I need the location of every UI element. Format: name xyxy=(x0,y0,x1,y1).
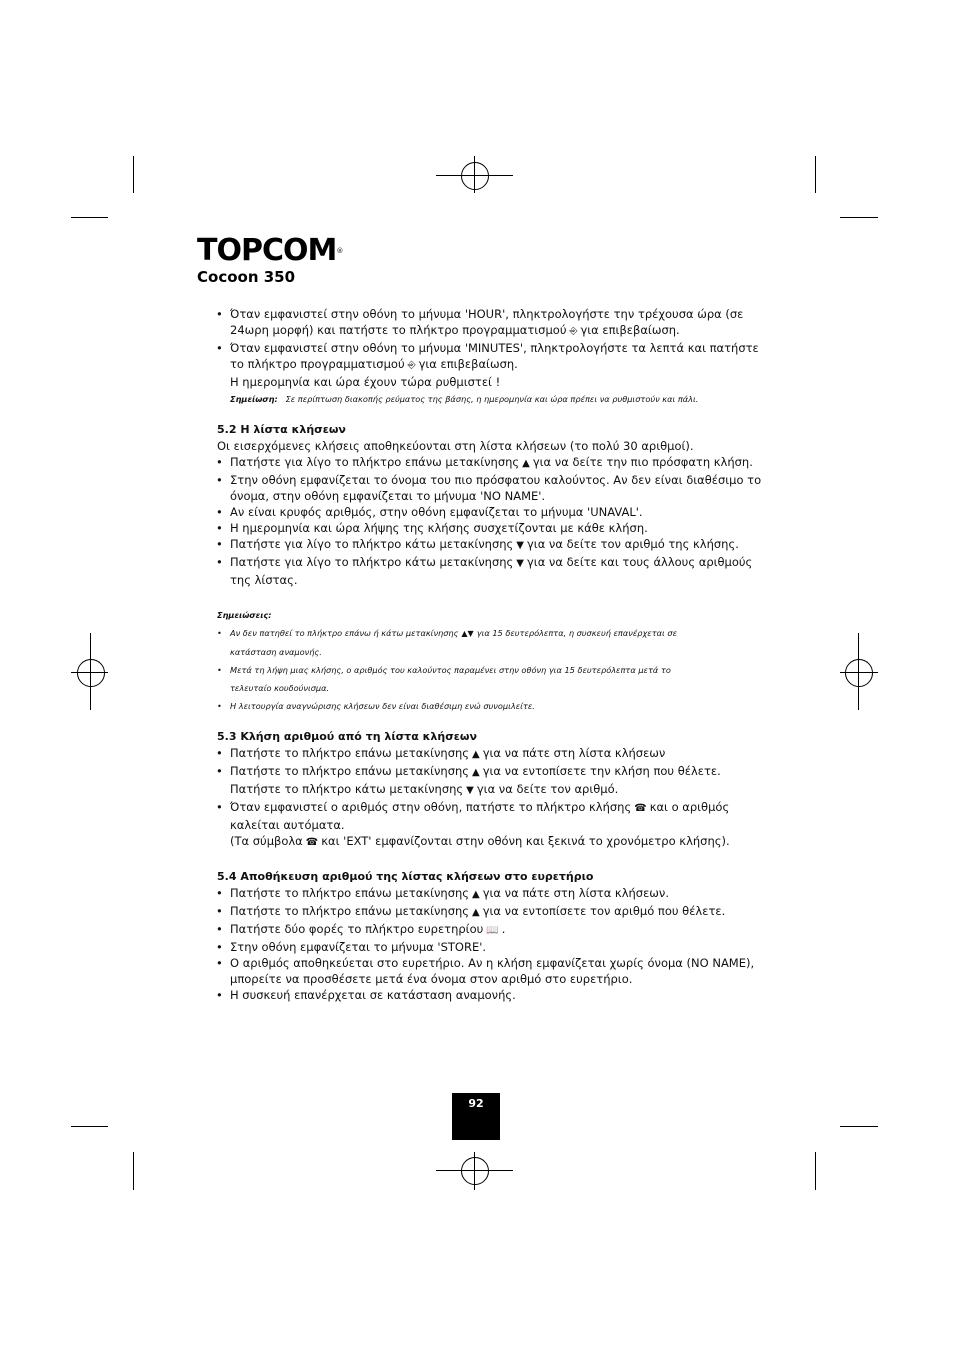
phonebook-icon: 📖 xyxy=(486,925,499,936)
list-item: • Πατήστε το πλήκτρο επάνω μετακίνησης ▲ για να εντοπίσετε τον αριθμό που θέλετε. xyxy=(217,903,747,921)
list-item: • Πατήστε το πλήκτρο επάνω μετακίνησης ▲ για να εντοπίσετε την κλήση που θέλετε. xyxy=(217,763,747,781)
down-arrow-icon: ▼ xyxy=(516,540,524,551)
up-arrow-icon: ▲ xyxy=(472,907,480,918)
up-arrow-icon: ▲ xyxy=(472,889,480,900)
topcom-logo: TOPCOM® xyxy=(197,233,343,268)
brand-header xyxy=(197,233,343,286)
section-title: 5.4 Αποθήκευση αριθμού της λίστας κλήσεων στο ευρετήριο xyxy=(217,870,594,883)
up-down-arrows-icon: ▲▼ xyxy=(461,629,474,638)
list-item: • Όταν εμφανιστεί στην οθόνη το μήνυμα 'MINUTES', πληκτρολογήστε τα λεπτά και πατήστε xyxy=(216,341,759,355)
list-item: • Όταν εμφανιστεί στην οθόνη το μήνυμα 'HOUR', πληκτρολογήστε την τρέχουσα ώρα (σε xyxy=(216,307,744,321)
phone-icon: ☎ xyxy=(305,837,319,848)
section-title: 5.2 Η λίστα κλήσεων xyxy=(217,423,346,436)
list-item: • Πατήστε για λίγο το πλήκτρο επάνω μετακίνησης ▲ για να δείτε την πιο πρόσφατη κλήση. xyxy=(217,454,747,472)
list-item: • Στην οθόνη εμφανίζεται το μήνυμα 'STORE'. xyxy=(216,940,487,954)
list-item: • Πατήστε για λίγο το πλήκτρο κάτω μετακίνησης ▼ για να δείτε και τους άλλους αριθμούς xyxy=(217,554,747,572)
note: Σημείωση: Σε περίπτωση διακοπής ρεύματος της βάσης, η ημερομηνία και ώρα πρέπει να ρυθμιστούν και πάλι. xyxy=(230,394,699,404)
list-item: • Ο αριθμός αποθηκεύεται στο ευρετήριο. Αν η κλήση εμφανίζεται χωρίς όνομα (NO NAME), xyxy=(216,956,755,970)
list-item: • Πατήστε το πλήκτρο επάνω μετακίνησης ▲ για να πάτε στη λίστα κλήσεων. xyxy=(217,885,747,903)
down-arrow-icon: ▼ xyxy=(466,785,474,796)
list-item: • Η ημερομηνία και ώρα λήψης της κλήσης συσχετίζονται με κάθε κλήση. xyxy=(216,521,648,535)
list-item: • Αν είναι κρυφός αριθμός, στην οθόνη εμφανίζεται το μήνυμα 'UNAVAL'. xyxy=(216,505,643,519)
page-number: 92 xyxy=(452,1093,500,1140)
program-key-icon: ⎆ xyxy=(569,326,578,337)
model-name: Cocoon 350 xyxy=(197,268,296,286)
list-item: • Πατήστε το πλήκτρο επάνω μετακίνησης ▲ για να πάτε στη λίστα κλήσεων xyxy=(217,745,747,763)
section-title: 5.3 Κλήση αριθμού από τη λίστα κλήσεων xyxy=(217,730,477,743)
list-item: • Η συσκευή επανέρχεται σε κατάσταση αναμονής. xyxy=(216,988,516,1002)
list-item: • Πατήστε για λίγο το πλήκτρο κάτω μετακίνησης ▼ για να δείτε τον αριθμό της κλήσης. xyxy=(217,536,747,554)
down-arrow-icon: ▼ xyxy=(516,558,524,569)
note-item: • Αν δεν πατηθεί το πλήκτρο επάνω ή κάτω μετακίνησης ▲▼ για 15 δευτερόλεπτα, η συσκευή επανέρχεται σε xyxy=(217,624,747,643)
list-item: • Πατήστε δύο φορές το πλήκτρο ευρετηρίου 📖 . xyxy=(217,921,747,939)
notes-label: Σημειώσεις: xyxy=(217,610,272,620)
list-item: • Στην οθόνη εμφανίζεται το όνομα του πιο πρόσφατου καλούντος. Αν δεν είναι διαθέσιμο το xyxy=(216,473,762,487)
note-item: • Η λειτουργία αναγνώρισης κλήσεων δεν είναι διαθέσιμη ενώ συνομιλείτε. xyxy=(217,701,535,711)
phone-icon: ☎ xyxy=(634,803,647,814)
up-arrow-icon: ▲ xyxy=(472,767,480,778)
list-item: • Όταν εμφανιστεί ο αριθμός στην οθόνη, πατήστε το πλήκτρο κλήσης ☎ και ο αριθμός xyxy=(217,799,747,817)
program-key-icon: ⎆ xyxy=(407,360,416,371)
up-arrow-icon: ▲ xyxy=(522,458,530,469)
up-arrow-icon: ▲ xyxy=(472,749,480,760)
note-item: • Μετά τη λήψη μιας κλήσης, ο αριθμός του καλούντος παραμένει στην οθόνη για 15 δευτερόλεπτα μετά το xyxy=(217,665,671,675)
page-content: • Όταν εμφανιστεί στην οθόνη το μήνυμα 'HOUR', πληκτρολογήστε την τρέχουσα ώρα (σε 24ωρη μορφή) και πατήστε το πλήκτρο προγραμματισμού ⎆ για επιβεβαίωση. • Όταν εμφανιστεί στην οθόνη το μήνυμα 'MINUTES', πληκτρολογήστε τα λεπτά και πατήστε το πλήκτρο προγραμματισμού ⎆ για επιβεβαίωση. Η ημερομηνία και ώρα έχουν τώρα ρυθμιστεί ! Σημείωση: Σε περίπτωση διακοπής ρεύματος της βάσης, η ημερομηνία και ώρα πρέπει να ρυθμιστούν και πάλι. 5.2 Η λίστα κλήσεων Οι εισερχόμενες κλήσεις αποθηκεύονται στη λίστα κλήσεων (το πολύ 30 αριθμοί). • Πατήστε για λίγο το πλήκτρο επάνω μετακίνησης ▲ για να δείτε την πιο πρόσφατη κλήση. • Στην οθόνη εμφανίζεται το όνομα του πιο πρόσφατου καλούντος. Αν δεν είναι διαθέσιμο το όνομα, στην οθόνη εμφανίζεται το μήνυμα 'NO NAME'. • Αν είναι κρυφός αριθμός, στην οθόνη εμφανίζεται το μήνυμα 'UNAVAL'. • Η ημερομηνία και ώρα λήψης της κλήσης συσχετίζονται με κάθε κλήση. • Πατήστε για λίγο το πλήκτρο κάτω μετακίνησης ▼ για να δείτε τον αριθμό της κλήσης. • Πατήστε για λίγο το πλήκτρο κάτω μετακίνησης ▼ για να δείτε και τους άλλους αριθμούς της λίστας. Σημειώσεις: • Αν δεν πατηθεί το πλήκτρο επάνω ή κάτω μετακίνησης ▲▼ για 15 δευτερόλεπτα, η συσκευή επανέρχεται σε κατάσταση αναμονής. • Μετά τη λήψη μιας κλήσης, ο αριθμός του καλούντος παραμένει στην οθόνη για 15 δευτερόλεπτα μετά το τελευταίο κουδούνισμα. • Η λειτουργία αναγνώρισης κλήσεων δεν είναι διαθέσιμη ενώ συνομιλείτε. 5.3 Κλήση αριθμού από τη λίστα κλήσεων • Πατήστε το πλήκτρο επάνω μετακίνησης ▲ για να πάτε στη λίστα κλήσεων • Πατήστε το πλήκτρο επάνω μετακίνησης ▲ για να εντοπίσετε την κλήση που θέλετε. Πατήστε το πλήκτρο κάτω μετακίνησης ▼ για να δείτε τον αριθμό. • Όταν εμφανιστεί ο αριθμός στην οθόνη, πατήστε το πλήκτρο κλήσης ☎ και ο αριθμός καλείται αυτόματα. (Τα σύμβολα ☎ και 'EXT' εμφανίζονται στην οθόνη και ξεκινά το χρονόμετρο κλήσης). 5.4 Αποθήκευση αριθμού της λίστας κλήσεων στο ευρετήριο • Πατήστε το πλήκτρο επάνω μετακίνησης ▲ για να πάτε στη λίστα κλήσεων. • Πατήστε το πλήκτρο επάνω μετακίνησης ▲ για να εντοπίσετε τον αριθμό που θέλετε. • Πατήστε δύο φορές το πλήκτρο ευρετηρίου 📖 . • Στην οθόνη εμφανίζεται το μήνυμα 'STORE'. • Ο αριθμός αποθηκεύεται στο ευρετήριο. Αν η κλήση εμφανίζεται χωρίς όνομα (NO NAME), μπορείτε να προσθέσετε μετά ένα όνομα στον αριθμό στο ευρετήριο. • Η συσκευή επανέρχεται σε κατάσταση αναμονής. xyxy=(216,307,762,1002)
